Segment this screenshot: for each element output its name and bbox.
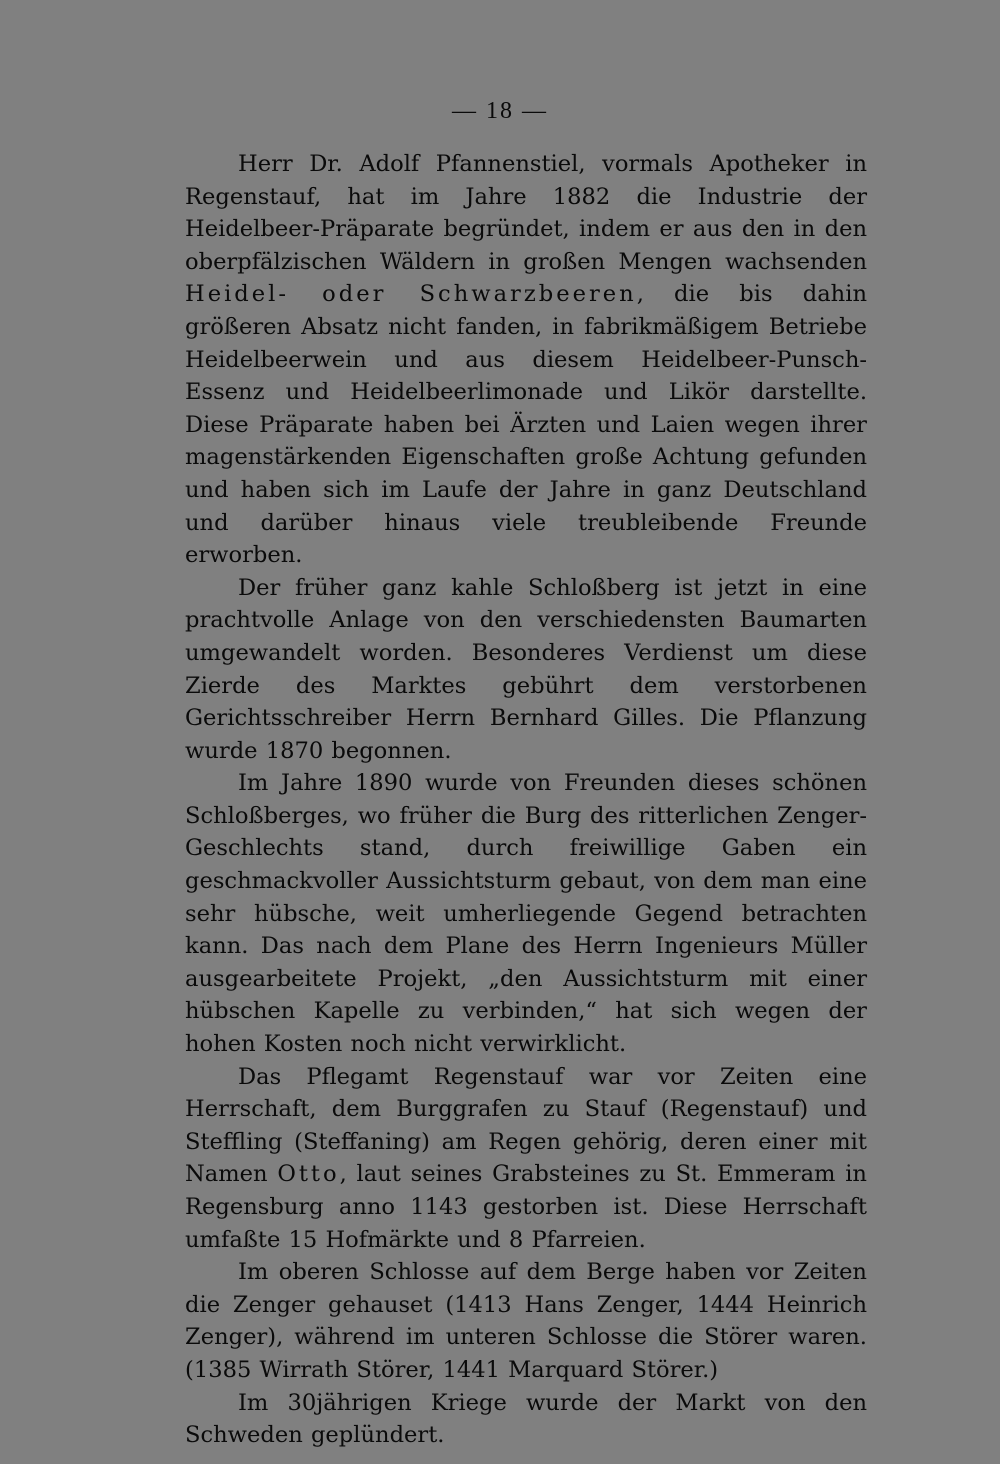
paragraph-text: Herr Dr. Adolf Pfannenstiel, vormals Apotheker in Regenstauf, hat im Jahre 1882 die Industrie der Heidelbeer-Präparate begründet, indem er aus den in den oberpfälzischen Wäldern in großen Mengen wachsenden: [185, 151, 867, 275]
paragraph-schloesser: Im oberen Schlosse auf dem Berge haben vor Zeiten die Zenger gehauset (1413 Hans Zenger, 1444 Heinrich Zenger), während im unteren Schlosse die Störer waren. (1385 Wirrath Störer, 1441 Marquard Störer.): [185, 1259, 867, 1383]
paragraph-aussichtsturm: Im Jahre 1890 wurde von Freunden dieses schönen Schloßberges, wo früher die Burg des ritterlichen Zenger-Geschlechts stand, durch freiwillige Gaben ein geschmackvoller Aussichtsturm gebaut, von dem man eine sehr hübsche, weit umherliegende Gegend betrachten kann. Das nach dem Plane des Herrn Ingenieurs Müller ausgearbeitete Projekt, „den Aussichtsturm mit einer hübschen Kapelle zu verbinden,“ hat sich wegen der hohen Kosten noch nicht verwirklicht.: [185, 770, 867, 1058]
paragraph-text: Das Pflegamt Regenstauf war vor Zeiten eine Herrschaft, dem Burggrafen zu Stauf (Regenstauf) und Steffling (Steffaning) am Regen gehörig, deren einer mit Namen: [185, 1063, 867, 1188]
page-number: — 18 —: [452, 98, 548, 124]
paragraph-heidelbeer-industry: [185, 148, 867, 572]
paragraph-dreissigjaehriger-krieg: Im 30jährigen Kriege wurde der Markt von den Schweden geplündert.: [185, 1389, 867, 1449]
paragraph-text: , laut seines Grabsteines zu St. Emmeram in Regensburg anno 1143 gestorben ist. Diese Herrschaft umfaßte 15 Hofmärkte und 8 Pfarreien.: [185, 1161, 867, 1253]
paragraph-text: , die bis dahin größeren Absatz nicht fanden, in fabrikmäßigem Betriebe Heidelbeerwein und aus diesem Heidelbeer-Punsch-Essenz und Heidelbeerlimonade und Likör darstellte. Diese Präparate haben bei Ärzten und Laien wegen ihrer magenstärkenden Eigenschaften große Achtung gefunden und haben sich im Laufe der Jahre in ganz Deutschland und darüber hinaus viele treubleibende Freunde erworben.: [185, 281, 867, 569]
spaced-emphasis-text: Otto: [277, 1161, 340, 1188]
spaced-emphasis-text: Heidel- oder Schwarzbeeren: [185, 281, 637, 308]
paragraph-schlossberg: Der früher ganz kahle Schloßberg ist jetzt in eine prachtvolle Anlage von den verschiedensten Baumarten umgewandelt worden. Besonderes Verdienst um diese Zierde des Marktes gebührt dem verstorbenen Gerichtsschreiber Herrn Bernhard Gilles. Die Pflanzung wurde 1870 begonnen.: [185, 574, 867, 764]
paragraph-pflegamt: [185, 1061, 867, 1257]
body-text: [185, 148, 867, 1452]
